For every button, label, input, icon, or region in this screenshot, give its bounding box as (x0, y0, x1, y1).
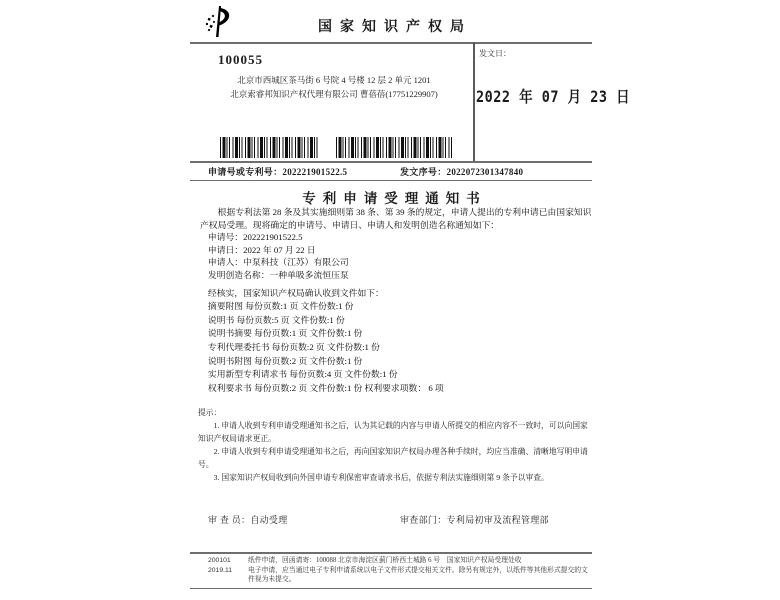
footer-electronic-instruction: 电子申请，应当通过电子专利申请系统以电子文件形式提交相关文件。除另有规定外，以纸件等其他形式提交的文件视为未提交。 (248, 566, 588, 583)
address-line-2: 北京索睿邦知识产权代理有限公司 曹蓓蓓(17751229907) (230, 88, 438, 99)
note-item: 2. 申请人收到专利申请受理通知书之后，再向国家知识产权局办理各种手续时，均应当准确、清晰地写明申请号。 (198, 447, 588, 469)
examiner-value: 自动受理 (250, 515, 288, 525)
department-value: 专利局初审及流程管理部 (446, 515, 549, 525)
examiner-label: 审 查 员： (208, 515, 251, 525)
department-row (400, 513, 549, 526)
footer-form-codes (208, 556, 232, 575)
document-line: 权利要求书 每份页数:2 页 文件份数:1 份 权利要求项数： 6 项 (207, 382, 444, 393)
serial-number-value: 2022072301347840 (446, 167, 524, 177)
document-line: 摘要附图 每份页数:1 页 文件份数:1 份 (207, 301, 354, 312)
field-line: 申请号：202221901522.5 (207, 232, 303, 243)
notice-title: 专利申请受理通知书 (302, 191, 487, 206)
header-rule (190, 42, 592, 44)
agency-title: 国家知识产权局 (318, 20, 472, 35)
document-line: 说明书附图 每份页数:2 页 文件份数:1 份 (207, 355, 363, 366)
divider-above-numbers (190, 161, 592, 163)
mailing-address (198, 74, 470, 101)
application-number-row (208, 165, 347, 178)
notice-body (200, 206, 592, 395)
document-line: 说明书 每份页数:5 页 文件份数:1 份 (207, 314, 345, 325)
note-item: 1. 申请人收到专利申请受理通知书之后，认为其记载的内容与申请人所提交的相应内容不一致时，可以向国家知识产权局请求更正。 (198, 421, 588, 443)
field-line: 申请人：中泵科技（江苏）有限公司 (207, 257, 349, 268)
application-number-label: 申请号或专利号： (208, 167, 283, 177)
note-item: 3. 国家知识产权局收到向外国申请专利保密审查请求书后，依据专利法实施细则第 9 条予以审查。 (213, 473, 549, 482)
serial-number-label: 发文序号： (400, 167, 447, 177)
serial-number-row (400, 165, 523, 178)
intro-paragraph: 根据专利法第 28 条及其实施细则第 38 条、第 39 条的规定，申请人提出的专利申请已由国家知识产权局受理。现将确定的申请号、申请日、申请人和发明创造名称通知如下： (200, 207, 592, 230)
serial-number-barcode (336, 137, 452, 158)
notes-label: 提示： (198, 408, 222, 417)
examiner-row (208, 513, 288, 526)
dispatch-date-value: 2022 年 07 月 23 日 (476, 88, 631, 107)
notes-list (198, 419, 594, 484)
footer-top-rule (190, 552, 592, 554)
confirm-intro: 经核实，国家知识产权局确认收到文件如下： (207, 287, 384, 298)
department-label: 审查部门： (400, 515, 447, 525)
application-number-barcode (220, 137, 318, 158)
divider-below-numbers (190, 180, 592, 181)
received-documents-list (200, 300, 592, 395)
postal-code: 100055 (218, 52, 263, 67)
application-number-value: 202221901522.5 (282, 167, 348, 177)
field-line: 发明创造名称：一种单吸多流恒压泵 (207, 269, 349, 280)
footer-paper-instruction: 纸件申请，回函请寄：100088 北京市海淀区蓟门桥西土城路 6 号 国家知识产权局受理处收 (248, 557, 522, 564)
field-line: 申请日：2022 年 07 月 22 日 (207, 244, 316, 255)
notes-section (198, 406, 594, 484)
application-fields (200, 231, 592, 281)
document-line: 说明书摘要 每份页数:1 页 文件份数:1 份 (207, 328, 363, 339)
footer-instructions (248, 556, 594, 585)
footer-code-2: 2019.11 (208, 566, 233, 574)
footer-bottom-rule (190, 588, 592, 589)
document-line: 实用新型专利请求书 每份页数:4 页 文件份数:1 份 (207, 369, 398, 380)
document-line: 专利代理委托书 每份页数:2 页 文件份数:1 份 (207, 341, 380, 352)
address-line-1: 北京市西城区茶马街 6 号院 4 号楼 12 层 2 单元 1201 (237, 75, 431, 85)
dispatch-box-divider (473, 42, 475, 162)
footer-code-1: 200101 (208, 557, 231, 564)
dispatch-date-label: 发文日： (479, 49, 511, 58)
